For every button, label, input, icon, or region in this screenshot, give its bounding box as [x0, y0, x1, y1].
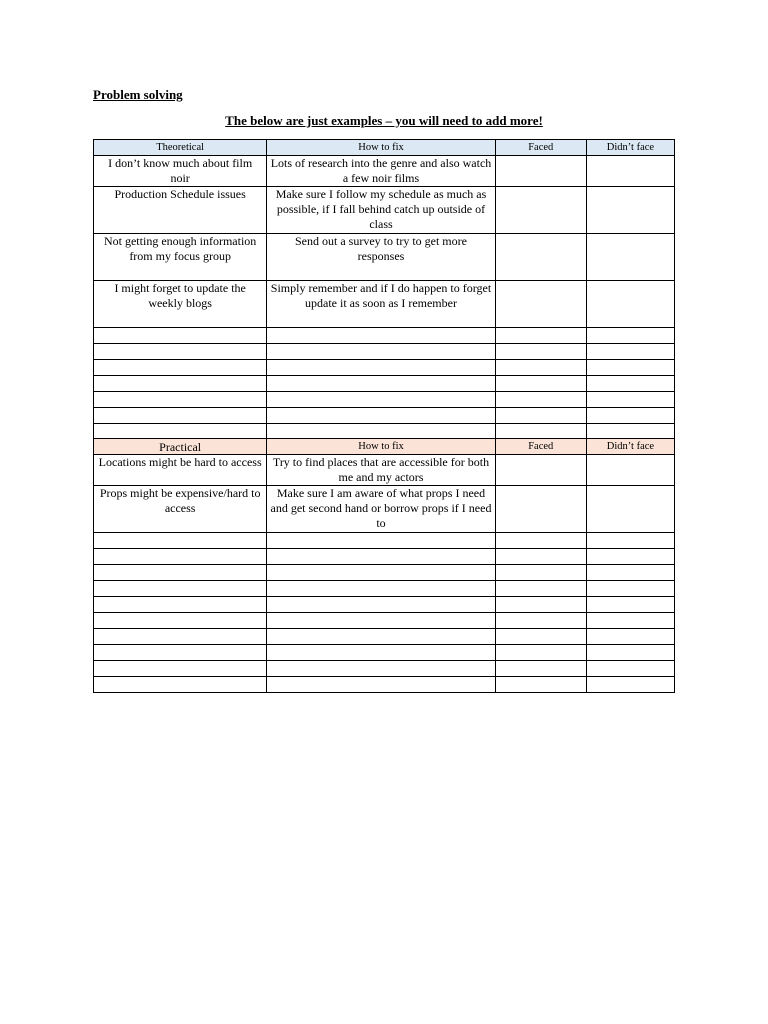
fix-cell: Try to find places that are accessible for both me and my actors	[267, 455, 495, 486]
fix-cell[interactable]	[267, 581, 495, 597]
didnt-face-cell[interactable]	[586, 408, 674, 424]
faced-cell[interactable]	[495, 549, 586, 565]
fix-cell[interactable]	[267, 565, 495, 581]
faced-cell[interactable]	[495, 328, 586, 344]
problem-cell[interactable]	[94, 344, 267, 360]
fix-cell[interactable]	[267, 629, 495, 645]
page-subtitle: The below are just examples – you will need to add more!	[225, 113, 543, 128]
page-heading: Problem solving	[93, 87, 183, 102]
column-header-didnt-face: Didn’t face	[586, 140, 674, 156]
table-row	[94, 486, 675, 533]
problem-cell[interactable]	[94, 408, 267, 424]
faced-cell[interactable]	[495, 565, 586, 581]
didnt-face-cell[interactable]	[586, 677, 674, 693]
faced-cell[interactable]	[495, 187, 586, 234]
problem-cell[interactable]	[94, 677, 267, 693]
didnt-face-cell[interactable]	[586, 234, 674, 281]
faced-cell[interactable]	[495, 661, 586, 677]
fix-cell: Make sure I am aware of what props I need and get second hand or borrow props if I need to	[267, 486, 495, 533]
problem-cell[interactable]	[94, 613, 267, 629]
problem-cell[interactable]	[94, 565, 267, 581]
problem-cell[interactable]	[94, 549, 267, 565]
column-header-how-to-fix: How to fix	[267, 140, 495, 156]
fix-cell[interactable]	[267, 360, 495, 376]
problem-cell[interactable]	[94, 360, 267, 376]
faced-cell[interactable]	[495, 392, 586, 408]
didnt-face-cell[interactable]	[586, 549, 674, 565]
table-row	[94, 677, 675, 693]
faced-cell[interactable]	[495, 629, 586, 645]
didnt-face-cell[interactable]	[586, 565, 674, 581]
problem-cell[interactable]	[94, 645, 267, 661]
didnt-face-cell[interactable]	[586, 661, 674, 677]
problem-cell[interactable]	[94, 581, 267, 597]
problem-cell[interactable]	[94, 661, 267, 677]
didnt-face-cell[interactable]	[586, 645, 674, 661]
didnt-face-cell[interactable]	[586, 455, 674, 486]
table-row	[94, 629, 675, 645]
didnt-face-cell[interactable]	[586, 376, 674, 392]
fix-cell[interactable]	[267, 645, 495, 661]
faced-cell[interactable]	[495, 156, 586, 187]
didnt-face-cell[interactable]	[586, 328, 674, 344]
fix-cell: Lots of research into the genre and also watch a few noir films	[267, 156, 495, 187]
fix-cell[interactable]	[267, 661, 495, 677]
table-row	[94, 533, 675, 549]
column-header-how-to-fix: How to fix	[267, 439, 495, 455]
didnt-face-cell[interactable]	[586, 187, 674, 234]
problem-cell: I might forget to update the weekly blogs	[94, 281, 267, 328]
problem-cell: Production Schedule issues	[94, 187, 267, 234]
fix-cell: Make sure I follow my schedule as much as possible, if I fall behind catch up outside of class	[267, 187, 495, 234]
didnt-face-cell[interactable]	[586, 533, 674, 549]
problem-cell[interactable]	[94, 597, 267, 613]
faced-cell[interactable]	[495, 408, 586, 424]
problem-cell[interactable]	[94, 328, 267, 344]
fix-cell[interactable]	[267, 344, 495, 360]
table-header-row	[94, 140, 675, 156]
problem-cell: Props might be expensive/hard to access	[94, 486, 267, 533]
column-header-theoretical: Theoretical	[94, 140, 267, 156]
faced-cell[interactable]	[495, 376, 586, 392]
practical-problems-table	[93, 438, 675, 693]
fix-cell[interactable]	[267, 613, 495, 629]
column-header-practical: Practical	[94, 439, 267, 455]
table-row	[94, 408, 675, 424]
table-row	[94, 360, 675, 376]
table-row	[94, 661, 675, 677]
fix-cell: Simply remember and if I do happen to forget update it as soon as I remember	[267, 281, 495, 328]
table-row	[94, 281, 675, 328]
problem-cell: Not getting enough information from my focus group	[94, 234, 267, 281]
didnt-face-cell[interactable]	[586, 486, 674, 533]
fix-cell[interactable]	[267, 328, 495, 344]
fix-cell[interactable]	[267, 392, 495, 408]
faced-cell[interactable]	[495, 645, 586, 661]
faced-cell[interactable]	[495, 344, 586, 360]
table-row	[94, 549, 675, 565]
table-header-row	[94, 439, 675, 455]
table-row	[94, 581, 675, 597]
faced-cell[interactable]	[495, 597, 586, 613]
didnt-face-cell[interactable]	[586, 581, 674, 597]
didnt-face-cell[interactable]	[586, 613, 674, 629]
table-row	[94, 613, 675, 629]
fix-cell[interactable]	[267, 677, 495, 693]
table-row	[94, 597, 675, 613]
column-header-didnt-face: Didn’t face	[586, 439, 674, 455]
problem-cell[interactable]	[94, 629, 267, 645]
column-header-faced: Faced	[495, 439, 586, 455]
theoretical-problems-table	[93, 139, 675, 440]
faced-cell[interactable]	[495, 281, 586, 328]
problem-cell: Locations might be hard to access	[94, 455, 267, 486]
table-row	[94, 234, 675, 281]
didnt-face-cell[interactable]	[586, 360, 674, 376]
fix-cell[interactable]	[267, 408, 495, 424]
didnt-face-cell[interactable]	[586, 281, 674, 328]
faced-cell[interactable]	[495, 613, 586, 629]
fix-cell: Send out a survey to try to get more responses	[267, 234, 495, 281]
faced-cell[interactable]	[495, 360, 586, 376]
problem-cell: I don’t know much about film noir	[94, 156, 267, 187]
table-row	[94, 344, 675, 360]
faced-cell[interactable]	[495, 581, 586, 597]
didnt-face-cell[interactable]	[586, 597, 674, 613]
problem-cell[interactable]	[94, 376, 267, 392]
table-row	[94, 392, 675, 408]
faced-cell[interactable]	[495, 234, 586, 281]
problem-cell[interactable]	[94, 533, 267, 549]
table-row	[94, 455, 675, 486]
fix-cell[interactable]	[267, 597, 495, 613]
problem-cell[interactable]	[94, 392, 267, 408]
faced-cell[interactable]	[495, 533, 586, 549]
didnt-face-cell[interactable]	[586, 629, 674, 645]
table-row	[94, 328, 675, 344]
didnt-face-cell[interactable]	[586, 392, 674, 408]
fix-cell[interactable]	[267, 533, 495, 549]
fix-cell[interactable]	[267, 376, 495, 392]
table-row	[94, 565, 675, 581]
didnt-face-cell[interactable]	[586, 156, 674, 187]
faced-cell[interactable]	[495, 677, 586, 693]
faced-cell[interactable]	[495, 455, 586, 486]
faced-cell[interactable]	[495, 486, 586, 533]
table-row	[94, 187, 675, 234]
table-row	[94, 376, 675, 392]
table-row	[94, 156, 675, 187]
column-header-faced: Faced	[495, 140, 586, 156]
fix-cell[interactable]	[267, 549, 495, 565]
table-row	[94, 645, 675, 661]
didnt-face-cell[interactable]	[586, 344, 674, 360]
